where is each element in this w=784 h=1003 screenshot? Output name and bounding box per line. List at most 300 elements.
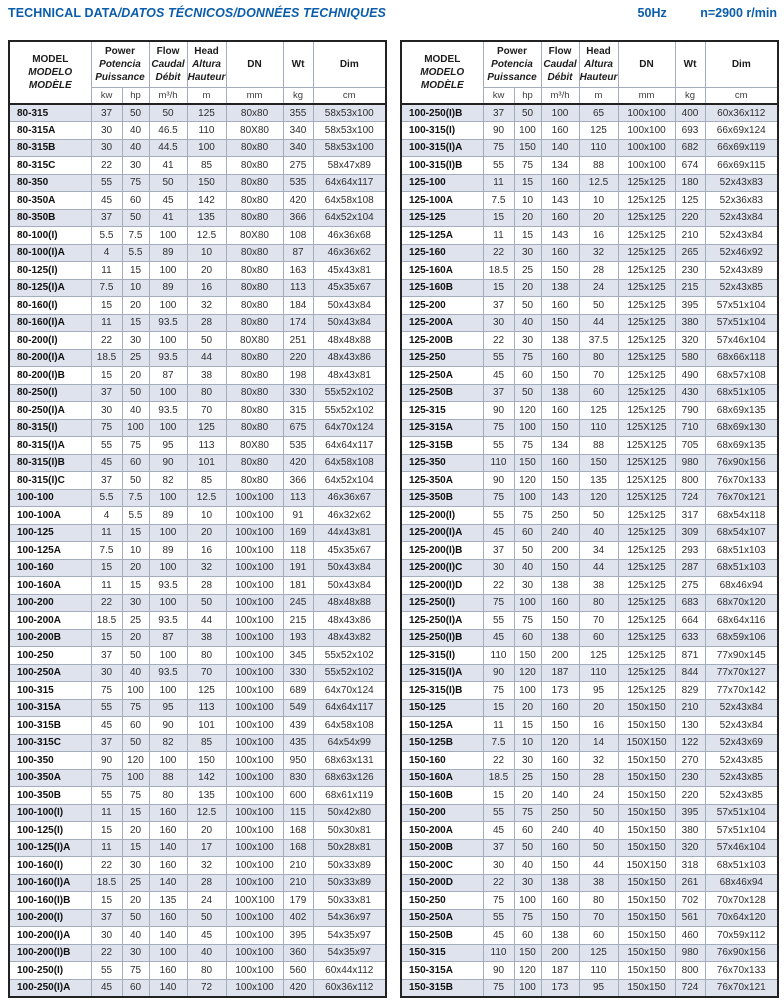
head-cell: 16 <box>579 227 618 245</box>
model-cell: 100-100A <box>9 507 91 525</box>
head-cell: 44 <box>187 349 226 367</box>
wt-cell: 91 <box>283 507 313 525</box>
flow-cell: 150 <box>541 559 579 577</box>
table-row <box>9 927 386 945</box>
dim-cell: 68x64x116 <box>705 612 778 630</box>
model-cell: 80-350 <box>9 174 91 192</box>
flow-cell: 187 <box>541 962 579 980</box>
kw-cell: 45 <box>483 524 514 542</box>
hp-cell: 25 <box>122 612 149 630</box>
model-cell: 125-100 <box>401 174 483 192</box>
table-row <box>9 174 386 192</box>
flow-cell: 100 <box>149 489 187 507</box>
model-label-fr: MODÈLE <box>420 80 464 91</box>
head-label-es: Altura <box>192 58 221 70</box>
table-row <box>401 122 778 140</box>
dn-cell: 80x80 <box>226 209 283 227</box>
model-cell: 80-200(I) <box>9 332 91 350</box>
flow-cell: 100 <box>149 594 187 612</box>
hp-cell: 50 <box>122 209 149 227</box>
left-table-container <box>8 40 387 998</box>
kw-cell: 75 <box>483 892 514 910</box>
head-cell: 38 <box>579 577 618 595</box>
model-cell: 100-125A <box>9 542 91 560</box>
table-row <box>401 349 778 367</box>
hp-cell: 100 <box>514 892 541 910</box>
dn-cell: 100x100 <box>226 839 283 857</box>
table-row <box>401 857 778 875</box>
model-cell: 125-200(I)D <box>401 577 483 595</box>
head-cell: 34 <box>579 542 618 560</box>
hp-cell: 120 <box>122 752 149 770</box>
head-unit: m <box>187 87 226 104</box>
kw-cell: 22 <box>483 874 514 892</box>
kw-cell: 22 <box>483 244 514 262</box>
dim-cell: 70x64x120 <box>705 909 778 927</box>
hp-unit: hp <box>514 87 541 104</box>
kw-cell: 15 <box>91 367 122 385</box>
model-cell: 125-315(I) <box>401 647 483 665</box>
dim-cell: 54x36x97 <box>313 909 386 927</box>
wt-cell: 174 <box>283 314 313 332</box>
kw-cell: 7.5 <box>483 192 514 210</box>
hp-cell: 50 <box>514 384 541 402</box>
flow-cell: 87 <box>149 367 187 385</box>
dim-cell: 70x70x128 <box>705 892 778 910</box>
kw-cell: 75 <box>91 769 122 787</box>
wt-cell: 829 <box>675 682 705 700</box>
dn-cell: 150x150 <box>618 839 675 857</box>
model-cell: 125-125A <box>401 227 483 245</box>
head-cell: 120 <box>579 489 618 507</box>
hp-cell: 20 <box>122 822 149 840</box>
head-cell: 135 <box>187 787 226 805</box>
table-row <box>401 769 778 787</box>
model-cell: 150-125 <box>401 699 483 717</box>
table-row <box>401 647 778 665</box>
head-cell: 44 <box>579 857 618 875</box>
dn-cell: 100x100 <box>618 122 675 140</box>
wt-cell: 113 <box>283 489 313 507</box>
dim-cell: 68x46x94 <box>705 577 778 595</box>
hp-cell: 60 <box>122 192 149 210</box>
kw-cell: 4 <box>91 507 122 525</box>
wt-cell: 210 <box>675 227 705 245</box>
model-cell: 100-125(I) <box>9 822 91 840</box>
kw-cell: 55 <box>91 962 122 980</box>
flow-label-en: Flow <box>548 45 572 57</box>
flow-cell: 140 <box>149 874 187 892</box>
kw-cell: 22 <box>91 857 122 875</box>
flow-label-fr: Débit <box>547 71 573 83</box>
dim-cell: 68x51x103 <box>705 559 778 577</box>
dn-cell: 150x150 <box>618 822 675 840</box>
head-cell: 142 <box>187 769 226 787</box>
model-cell: 150-125B <box>401 734 483 752</box>
model-cell: 100-315C <box>9 734 91 752</box>
hp-cell: 50 <box>122 734 149 752</box>
hp-cell: 60 <box>122 454 149 472</box>
head-cell: 101 <box>187 717 226 735</box>
kw-cell: 75 <box>483 139 514 157</box>
table-row <box>401 157 778 175</box>
dim-cell: 52x43x84 <box>705 209 778 227</box>
dn-cell: 125x125 <box>618 664 675 682</box>
wt-cell: 320 <box>675 332 705 350</box>
table-row <box>401 699 778 717</box>
kw-cell: 11 <box>91 839 122 857</box>
kw-cell: 45 <box>91 454 122 472</box>
head-cell: 38 <box>187 367 226 385</box>
wt-cell: 340 <box>283 122 313 140</box>
head-cell: 100 <box>187 139 226 157</box>
dim-cell: 68x63x131 <box>313 752 386 770</box>
head-cell: 32 <box>187 857 226 875</box>
table-row <box>401 174 778 192</box>
model-cell: 100-315(I)A <box>401 139 483 157</box>
dim-cell: 68x66x118 <box>705 349 778 367</box>
dn-cell: 100x100 <box>226 559 283 577</box>
flow-cell: 160 <box>541 209 579 227</box>
model-cell: 100-160A <box>9 577 91 595</box>
kw-cell: 37 <box>483 542 514 560</box>
flow-cell: 93.5 <box>149 314 187 332</box>
head-unit: m <box>579 87 618 104</box>
dim-cell: 50x43x84 <box>313 577 386 595</box>
hp-cell: 7.5 <box>122 489 149 507</box>
dim-cell: 52x43x85 <box>705 769 778 787</box>
head-cell: 12.5 <box>187 227 226 245</box>
dn-cell: 100x100 <box>226 507 283 525</box>
head-cell: 95 <box>579 979 618 997</box>
wt-cell: 210 <box>283 874 313 892</box>
hp-cell: 60 <box>122 979 149 997</box>
kw-cell: 75 <box>483 979 514 997</box>
wt-cell: 270 <box>675 752 705 770</box>
page-title-intl: /DATOS TÉCNICOS/DONNÉES TECHNIQUES <box>117 6 386 20</box>
wt-cell: 705 <box>675 437 705 455</box>
head-cell: 80 <box>187 962 226 980</box>
kw-cell: 90 <box>483 122 514 140</box>
head-cell: 50 <box>579 297 618 315</box>
table-row <box>401 332 778 350</box>
table-row <box>401 804 778 822</box>
table-row <box>401 437 778 455</box>
hp-cell: 50 <box>514 104 541 122</box>
dn-cell: 80x80 <box>226 244 283 262</box>
dn-cell: 150x150 <box>618 979 675 997</box>
hp-cell: 20 <box>514 699 541 717</box>
model-cell: 150-250B <box>401 927 483 945</box>
dim-cell: 68x51x105 <box>705 384 778 402</box>
head-cell: 150 <box>187 752 226 770</box>
wt-cell: 87 <box>283 244 313 262</box>
kw-cell: 15 <box>91 559 122 577</box>
dim-cell: 48x43x82 <box>313 629 386 647</box>
model-cell: 100-200A <box>9 612 91 630</box>
wt-cell: 168 <box>283 839 313 857</box>
head-label-fr: Hauteur <box>187 71 226 83</box>
hp-cell: 100 <box>514 682 541 700</box>
head-cell: 80 <box>579 349 618 367</box>
table-row <box>9 787 386 805</box>
flow-cell: 134 <box>541 157 579 175</box>
table-row <box>401 227 778 245</box>
flow-cell: 138 <box>541 927 579 945</box>
model-cell: 125-350B <box>401 489 483 507</box>
wt-cell: 560 <box>283 962 313 980</box>
dn-cell: 125x125 <box>618 507 675 525</box>
table-row <box>401 629 778 647</box>
model-cell: 150-160A <box>401 769 483 787</box>
dim-cell: 68x54x118 <box>705 507 778 525</box>
dim-cell: 68x57x108 <box>705 367 778 385</box>
hp-cell: 20 <box>122 892 149 910</box>
flow-cell: 138 <box>541 332 579 350</box>
table-row <box>9 682 386 700</box>
model-cell: 125-200B <box>401 332 483 350</box>
flow-cell: 250 <box>541 507 579 525</box>
flow-cell: 150 <box>541 612 579 630</box>
model-cell: 80-100(I) <box>9 227 91 245</box>
wt-cell: 980 <box>675 944 705 962</box>
head-cell: 125 <box>579 944 618 962</box>
head-cell: 142 <box>187 192 226 210</box>
model-cell: 150-250A <box>401 909 483 927</box>
flow-cell: 160 <box>149 804 187 822</box>
flow-cell: 140 <box>149 839 187 857</box>
kw-cell: 30 <box>91 402 122 420</box>
kw-cell: 11 <box>91 524 122 542</box>
head-column-header <box>579 41 618 87</box>
hp-cell: 75 <box>514 909 541 927</box>
kw-cell: 37 <box>483 297 514 315</box>
wt-cell: 230 <box>675 769 705 787</box>
head-cell: 20 <box>187 262 226 280</box>
head-cell: 150 <box>579 454 618 472</box>
left-data-table <box>8 40 387 998</box>
flow-cell: 150 <box>541 769 579 787</box>
model-cell: 150-200 <box>401 804 483 822</box>
wt-cell: 330 <box>283 384 313 402</box>
model-cell: 150-160 <box>401 752 483 770</box>
dn-cell: 80x80 <box>226 314 283 332</box>
dim-cell: 64x52x104 <box>313 472 386 490</box>
hp-cell: 100 <box>122 419 149 437</box>
head-cell: 70 <box>579 909 618 927</box>
kw-cell: 15 <box>483 787 514 805</box>
dn-cell: 125x125 <box>618 279 675 297</box>
flow-cell: 200 <box>541 647 579 665</box>
head-cell: 44 <box>579 559 618 577</box>
table-row <box>9 822 386 840</box>
head-cell: 28 <box>187 314 226 332</box>
model-cell: 125-250(I) <box>401 594 483 612</box>
flow-cell: 173 <box>541 979 579 997</box>
dn-cell: 80x80 <box>226 262 283 280</box>
dim-cell: 50x33x89 <box>313 857 386 875</box>
model-cell: 100-315 <box>9 682 91 700</box>
wt-cell: 275 <box>283 157 313 175</box>
hp-cell: 30 <box>122 332 149 350</box>
dim-cell: 68x69x130 <box>705 419 778 437</box>
wt-cell: 355 <box>283 104 313 122</box>
table-row <box>9 349 386 367</box>
table-row <box>9 104 386 122</box>
hp-cell: 20 <box>122 367 149 385</box>
hp-cell: 150 <box>514 944 541 962</box>
table-row <box>401 927 778 945</box>
kw-unit: kw <box>91 87 122 104</box>
dim-cell: 60x36x112 <box>313 979 386 997</box>
model-cell: 150-125A <box>401 717 483 735</box>
flow-cell: 100 <box>149 524 187 542</box>
flow-cell: 140 <box>541 787 579 805</box>
hp-cell: 20 <box>514 209 541 227</box>
table-row <box>9 139 386 157</box>
left-table-header <box>9 41 386 104</box>
table-row <box>9 279 386 297</box>
hp-cell: 120 <box>514 664 541 682</box>
dim-unit: cm <box>313 87 386 104</box>
head-cell: 85 <box>187 157 226 175</box>
head-cell: 95 <box>579 682 618 700</box>
head-cell: 110 <box>579 139 618 157</box>
wt-cell: 210 <box>283 857 313 875</box>
dn-cell: 150x150 <box>618 699 675 717</box>
kw-cell: 11 <box>483 717 514 735</box>
model-cell: 150-160B <box>401 787 483 805</box>
flow-cell: 93.5 <box>149 349 187 367</box>
dim-cell: 76x90x156 <box>705 454 778 472</box>
hp-cell: 10 <box>514 734 541 752</box>
model-cell: 80-315A <box>9 122 91 140</box>
wt-cell: 115 <box>283 804 313 822</box>
model-cell: 80-200(I)A <box>9 349 91 367</box>
flow-cell: 89 <box>149 542 187 560</box>
dim-cell: 76x90x156 <box>705 944 778 962</box>
wt-cell: 220 <box>675 787 705 805</box>
kw-cell: 30 <box>91 139 122 157</box>
hp-cell: 20 <box>122 629 149 647</box>
kw-cell: 11 <box>91 577 122 595</box>
flow-cell: 93.5 <box>149 402 187 420</box>
kw-cell: 7.5 <box>91 542 122 560</box>
table-row <box>401 874 778 892</box>
dn-cell: 150x150 <box>618 769 675 787</box>
head-cell: 16 <box>579 717 618 735</box>
hp-unit: hp <box>122 87 149 104</box>
wt-cell: 220 <box>675 209 705 227</box>
hp-cell: 100 <box>514 489 541 507</box>
model-cell: 100-125 <box>9 524 91 542</box>
flow-cell: 90 <box>149 454 187 472</box>
table-row <box>401 262 778 280</box>
dn-cell: 150x150 <box>618 892 675 910</box>
dim-cell: 64x54x99 <box>313 734 386 752</box>
model-cell: 100-315(I) <box>401 122 483 140</box>
dn-cell: 125x125 <box>618 349 675 367</box>
model-label-fr: MODÈLE <box>28 80 72 91</box>
hp-cell: 30 <box>122 157 149 175</box>
model-cell: 80-160(I)A <box>9 314 91 332</box>
kw-cell: 55 <box>483 612 514 630</box>
hp-cell: 75 <box>122 787 149 805</box>
model-cell: 125-200(I)C <box>401 559 483 577</box>
wt-cell: 245 <box>283 594 313 612</box>
wt-unit: kg <box>283 87 313 104</box>
model-cell: 125-350A <box>401 472 483 490</box>
dn-cell: 125x125 <box>618 192 675 210</box>
dim-cell: 77x90x145 <box>705 647 778 665</box>
dim-cell: 68x61x119 <box>313 787 386 805</box>
flow-cell: 89 <box>149 279 187 297</box>
hp-cell: 15 <box>122 262 149 280</box>
hp-cell: 15 <box>514 717 541 735</box>
dim-cell: 52x43x85 <box>705 752 778 770</box>
head-cell: 16 <box>187 542 226 560</box>
dn-cell: 125x125 <box>618 402 675 420</box>
head-cell: 44 <box>579 314 618 332</box>
flow-cell: 93.5 <box>149 612 187 630</box>
kw-cell: 7.5 <box>91 279 122 297</box>
flow-cell: 143 <box>541 489 579 507</box>
table-row <box>401 612 778 630</box>
table-row <box>9 629 386 647</box>
hp-cell: 100 <box>514 419 541 437</box>
table-row <box>401 192 778 210</box>
wt-cell: 220 <box>283 349 313 367</box>
flow-cell: 140 <box>149 979 187 997</box>
model-cell: 100-160(I) <box>9 857 91 875</box>
kw-cell: 4 <box>91 244 122 262</box>
hp-cell: 25 <box>514 769 541 787</box>
head-cell: 45 <box>187 927 226 945</box>
dim-cell: 57x51x104 <box>705 314 778 332</box>
table-row <box>9 542 386 560</box>
table-row <box>9 454 386 472</box>
dn-cell: 100x100 <box>226 629 283 647</box>
hp-cell: 30 <box>122 857 149 875</box>
hp-cell: 25 <box>122 874 149 892</box>
wt-cell: 395 <box>675 804 705 822</box>
flow-cell: 100 <box>149 262 187 280</box>
kw-cell: 11 <box>91 314 122 332</box>
dn-cell: 100X100 <box>226 892 283 910</box>
head-cell: 88 <box>579 157 618 175</box>
left-table-body <box>9 104 386 997</box>
dn-cell: 100x100 <box>226 752 283 770</box>
wt-cell: 950 <box>283 752 313 770</box>
dim-cell: 50x43x84 <box>313 314 386 332</box>
dim-cell: 50x33x81 <box>313 892 386 910</box>
dn-cell: 150x150 <box>618 874 675 892</box>
dn-cell: 125x125 <box>618 594 675 612</box>
table-row <box>401 542 778 560</box>
hp-cell: 40 <box>122 664 149 682</box>
head-cell: 14 <box>579 734 618 752</box>
hp-cell: 75 <box>514 507 541 525</box>
wt-cell: 633 <box>675 629 705 647</box>
flow-cell: 160 <box>149 962 187 980</box>
hp-cell: 75 <box>122 174 149 192</box>
dim-cell: 64x70x124 <box>313 419 386 437</box>
head-cell: 20 <box>187 822 226 840</box>
dim-cell: 55x52x102 <box>313 402 386 420</box>
dn-cell: 100x100 <box>226 717 283 735</box>
wt-cell: 430 <box>675 384 705 402</box>
model-cell: 100-200(I)B <box>9 944 91 962</box>
